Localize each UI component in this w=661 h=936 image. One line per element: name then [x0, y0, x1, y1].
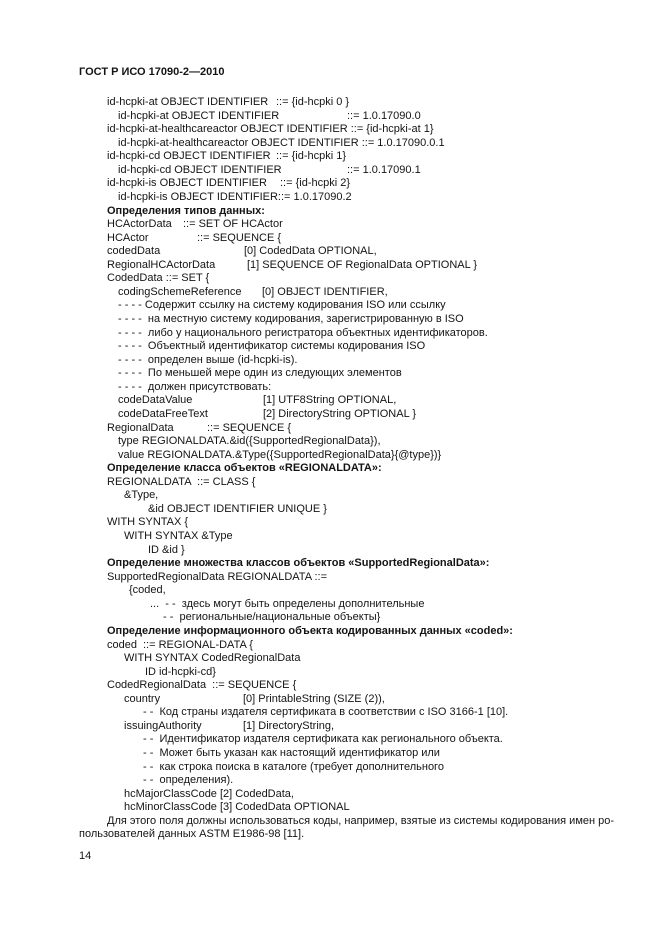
- declaration-value: ::= {id-hcpki 0 }: [276, 96, 350, 108]
- object-definition-line: [0, 801, 661, 815]
- declaration-value: [0] PrintableString (SIZE (2)),: [243, 692, 385, 705]
- section-heading-coded-object: Определение информационного объекта кодированных данных «coded»:: [107, 624, 513, 637]
- comment-text: - - - - По меньшей мере один из следующих элементов: [118, 367, 402, 380]
- code-text: id-hcpki-is OBJECT IDENTIFIER::= 1.0.17090.2: [118, 190, 352, 203]
- asn1-comment-line: [0, 774, 661, 788]
- object-definition-line: [0, 788, 661, 802]
- section-heading-row: [0, 462, 661, 476]
- code-text: id-hcpki-at-healthcareactor OBJECT IDENTIFIER ::= {id-hcpki-at 1}: [107, 123, 434, 136]
- comment-text: - - - - на местную систему кодирования, зарегистрированную в ISO: [118, 313, 464, 325]
- comment-text: - - региональные/национальные объекты}: [163, 611, 381, 624]
- class-definition-line: [0, 476, 661, 490]
- class-definition-line: [0, 489, 661, 503]
- object-definition-line: [0, 652, 661, 666]
- declaration-name: id-hcpki-cd OBJECT IDENTIFIER: [118, 163, 282, 176]
- code-text: type REGIONALDATA.&id({SupportedRegionalData}),: [118, 435, 381, 448]
- code-text: hcMinorClassCode [3] CodedData OPTIONAL: [124, 801, 350, 814]
- type-definition-line: [0, 449, 661, 463]
- oid-definition-line: [0, 110, 661, 124]
- type-definition-line: [0, 422, 661, 436]
- declaration-value: [1] SEQUENCE OF RegionalData OPTIONAL }: [247, 258, 478, 271]
- declaration-name: HCActorData: [107, 218, 172, 231]
- asn1-module-text: [0, 96, 661, 842]
- object-set-line: [0, 571, 661, 585]
- asn1-comment-line: [0, 761, 661, 775]
- comment-text: - - как строка поиска в каталоге (требует дополнительного: [143, 760, 444, 773]
- asn1-comment-line: [0, 611, 661, 625]
- declaration-name: codeDataFreeText: [118, 407, 208, 420]
- type-definition-line: [0, 408, 661, 422]
- comment-text: - - - - Содержит ссылку на систему кодирования ISO или ссылку: [118, 299, 446, 312]
- declaration-value: ::= 1.0.17090.0: [347, 109, 421, 122]
- asn1-comment-line: [0, 299, 661, 313]
- declaration-value: ::= {id-hcpki 2}: [280, 177, 351, 190]
- declaration-name: RegionalData: [107, 421, 174, 434]
- declaration-name: country: [124, 692, 161, 705]
- object-definition-line: [0, 666, 661, 680]
- asn1-comment-line: [0, 340, 661, 354]
- type-definition-line: [0, 245, 661, 259]
- asn1-comment-line: [0, 706, 661, 720]
- asn1-comment-line: [0, 327, 661, 341]
- section-heading-supported-regional-data: Определение множества классов объектов «SupportedRegionalData»:: [107, 557, 490, 570]
- code-text: id-hcpki-at-healthcareactor OBJECT IDENTIFIER ::= 1.0.17090.0.1: [118, 136, 445, 149]
- declaration-name: issuingAuthority: [124, 719, 202, 732]
- comment-text: - - Код страны издателя сертификата в соответствии с ISO 3166-1 [10].: [143, 706, 509, 719]
- code-text: REGIONALDATA ::= CLASS {: [107, 475, 256, 488]
- oid-definition-line: [0, 150, 661, 164]
- section-heading-row: [0, 625, 661, 639]
- code-text: CodedData ::= SET {: [107, 272, 210, 285]
- code-text: CodedRegionalData ::= SEQUENCE {: [107, 679, 297, 692]
- code-text: &id OBJECT IDENTIFIER UNIQUE }: [148, 502, 327, 515]
- declaration-name: codingSchemeReference: [118, 285, 242, 298]
- declaration-name: codeDataValue: [118, 394, 193, 407]
- code-text: value REGIONALDATA.&Type({SupportedRegionalData}{@type})}: [118, 448, 442, 461]
- asn1-comment-line: [0, 354, 661, 368]
- section-heading-data-types: Определения типов данных:: [107, 204, 265, 217]
- comment-text: - - определения).: [143, 774, 234, 787]
- type-definition-line: [0, 232, 661, 246]
- type-definition-line: [0, 286, 661, 300]
- asn1-comment-line: [0, 733, 661, 747]
- code-text: ID &id }: [148, 543, 185, 556]
- type-definition-line: [0, 394, 661, 408]
- code-text: WITH SYNTAX CodedRegionalData: [124, 652, 301, 665]
- code-text: hcMajorClassCode [2] CodedData,: [124, 787, 294, 800]
- asn1-comment-line: [0, 381, 661, 395]
- declaration-value: [2] DirectoryString OPTIONAL }: [263, 407, 417, 420]
- comment-text: - - Может быть указан как настоящий идентификатор или: [143, 747, 440, 759]
- paragraph-line: [0, 828, 661, 842]
- declaration-name: coded: [107, 638, 137, 651]
- oid-definition-line: [0, 137, 661, 151]
- declaration-name: codedData: [107, 245, 161, 258]
- comment-text: ... - - здесь могут быть определены дополнительные: [150, 597, 425, 610]
- asn1-comment-line: [0, 367, 661, 381]
- section-heading-row: [0, 557, 661, 571]
- declaration-name: id-hcpki-is OBJECT IDENTIFIER: [107, 177, 267, 190]
- declaration-value: ::= SEQUENCE {: [207, 421, 292, 434]
- oid-definition-line: [0, 177, 661, 191]
- code-text: ID id-hcpki-cd}: [145, 665, 216, 678]
- comment-text: - - - - определен выше (id-hcpki-is).: [118, 353, 298, 366]
- declaration-value: ::= 1.0.17090.1: [347, 163, 421, 176]
- code-text: &Type,: [124, 489, 159, 502]
- declaration-value: ::= SET OF HCActor: [183, 218, 283, 231]
- class-definition-line: [0, 530, 661, 544]
- declaration-value: ::= SEQUENCE {: [197, 231, 282, 244]
- declaration-name: RegionalHCActorData: [107, 258, 216, 271]
- declaration-name: HCActor: [107, 231, 149, 244]
- type-definition-line: [0, 259, 661, 273]
- declaration-name: id-hcpki-at OBJECT IDENTIFIER: [107, 96, 269, 108]
- section-heading-regionaldata-class: Определение класса объектов «REGIONALDATA»:: [107, 462, 382, 475]
- code-text: WITH SYNTAX {: [107, 516, 189, 529]
- code-text: SupportedRegionalData REGIONALDATA ::=: [107, 570, 328, 583]
- declaration-value: ::= REGIONAL-DATA {: [143, 638, 253, 651]
- type-definition-line: [0, 435, 661, 449]
- type-definition-line: [0, 272, 661, 286]
- comment-text: - - - - Объектный идентификатор системы кодирования ISO: [118, 340, 426, 353]
- object-set-line: [0, 584, 661, 598]
- asn1-comment-line: [0, 313, 661, 327]
- oid-definition-line: [0, 123, 661, 137]
- object-definition-line: [0, 679, 661, 693]
- running-header: ГОСТ Р ИСО 17090-2—2010: [79, 66, 225, 78]
- comment-text: - - - - либо у национального регистратора объектных идентификаторов.: [118, 326, 488, 339]
- declaration-value: [0] CodedData OPTIONAL,: [244, 245, 377, 258]
- declaration-name: id-hcpki-cd OBJECT IDENTIFIER: [107, 150, 271, 163]
- paragraph-text: пользователей данных ASTM E1986-98 [11].: [79, 828, 305, 841]
- oid-definition-line: [0, 191, 661, 205]
- page-number: 14: [79, 850, 92, 862]
- class-definition-line: [0, 544, 661, 558]
- class-definition-line: [0, 503, 661, 517]
- declaration-value: [1] DirectoryString,: [243, 719, 335, 732]
- asn1-comment-line: [0, 598, 661, 612]
- object-definition-line: [0, 693, 661, 707]
- paragraph-text: Для этого поля должны использоваться коды, например, взятые из системы кодирования имен ро-: [107, 814, 615, 827]
- code-text: {coded,: [129, 584, 166, 597]
- comment-text: - - - - должен присутствовать:: [118, 380, 272, 393]
- code-text: WITH SYNTAX &Type: [124, 530, 233, 542]
- declaration-value: [0] OBJECT IDENTIFIER,: [262, 285, 388, 298]
- paragraph-line: [0, 815, 661, 829]
- class-definition-line: [0, 516, 661, 530]
- object-definition-line: [0, 639, 661, 653]
- oid-definition-line: [0, 164, 661, 178]
- declaration-value: [1] UTF8String OPTIONAL,: [263, 394, 397, 407]
- comment-text: - - Идентификатор издателя сертификата как регионального объекта.: [143, 733, 503, 746]
- declaration-value: ::= {id-hcpki 1}: [276, 150, 347, 163]
- section-heading-row: [0, 205, 661, 219]
- asn1-comment-line: [0, 747, 661, 761]
- declaration-name: id-hcpki-at OBJECT IDENTIFIER: [118, 109, 280, 122]
- type-definition-line: [0, 218, 661, 232]
- object-definition-line: [0, 720, 661, 734]
- oid-definition-line: [0, 96, 661, 110]
